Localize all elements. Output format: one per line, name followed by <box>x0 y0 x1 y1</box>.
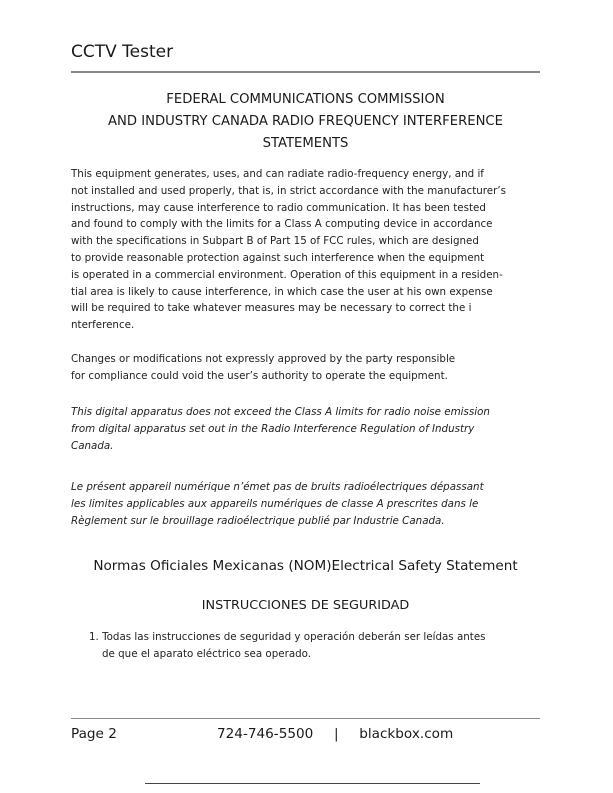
phone-number: 724-746-5500 <box>217 726 314 742</box>
header-rule <box>71 71 540 73</box>
paragraph-line: les limites applicables aux appareils numériques de classe A prescrites dans le <box>71 497 479 510</box>
footer-rule <box>71 718 540 719</box>
paragraph-line: Le présent appareil numérique n’émet pas de bruits radioélectriques dépassant <box>71 481 484 493</box>
paragraph-line: instructions, may cause interference to radio communication. It has been tested <box>71 201 486 214</box>
paragraph-line: is operated in a commercial environment. Operation of this equipment in a residen- <box>71 268 503 281</box>
paragraph-line: nterference. <box>71 319 135 332</box>
paragraph-line: Canada. <box>71 439 114 452</box>
industry-canada-french-paragraph <box>71 479 546 529</box>
instruction-line: 1. Todas las instrucciones de seguridad y operación deberán ser leídas antes <box>89 631 486 643</box>
fcc-interference-paragraph <box>71 166 546 334</box>
fcc-modifications-paragraph <box>71 351 546 385</box>
fcc-title-line: FEDERAL COMMUNICATIONS COMMISSION <box>166 92 445 107</box>
paragraph-line: Règlement sur le brouillage radioélectrique publié par Industrie Canada. <box>71 514 445 527</box>
paragraph-line: and found to comply with the limits for a Class A computing device in accordance <box>71 218 493 231</box>
industry-canada-english-paragraph <box>71 404 546 454</box>
link-underline <box>145 783 480 784</box>
paragraph-line: with the specifications in Subpart B of Part 15 of FCC rules, which are designed <box>71 235 479 248</box>
paragraph-line: will be required to take whatever measures may be necessary to correct the i <box>71 302 472 315</box>
page-number: Page 2 <box>71 726 117 742</box>
fcc-title-line: AND INDUSTRY CANADA RADIO FREQUENCY INTERFERENCE <box>108 114 503 129</box>
paragraph-line: tial area is likely to cause interference, in which case the user at his own expense <box>71 285 493 298</box>
instruction-line: de que el aparato eléctrico sea operado. <box>102 647 312 660</box>
paragraph-line: to provide reasonable protection against such interference when the equipment <box>71 251 485 264</box>
paragraph-line: This digital apparatus does not exceed the Class A limits for radio noise emission <box>71 406 490 418</box>
website-link[interactable]: blackbox.com <box>359 726 454 742</box>
fcc-title-line: STATEMENTS <box>262 136 349 151</box>
nom-section-title: Normas Oficiales Mexicanas (NOM)Electrical Safety Statement <box>93 558 518 574</box>
paragraph-line: for compliance could void the user’s authority to operate the equipment. <box>71 369 448 382</box>
fcc-section-title <box>71 89 540 155</box>
instructions-title: INSTRUCCIONES DE SEGURIDAD <box>201 598 410 613</box>
paragraph-line: This equipment generates, uses, and can radiate radio-frequency energy, and if <box>71 168 484 180</box>
paragraph-line: not installed and used properly, that is, in strict accordance with the manufacturer’s <box>71 184 506 197</box>
instruction-item <box>89 629 529 663</box>
footer-separator: | <box>333 726 339 742</box>
paragraph-line: from digital apparatus set out in the Radio Interference Regulation of Industry <box>71 422 475 435</box>
page-header-title: CCTV Tester <box>71 42 174 62</box>
paragraph-line: Changes or modifications not expressly approved by the party responsible <box>71 353 456 365</box>
footer-contact <box>217 726 453 742</box>
